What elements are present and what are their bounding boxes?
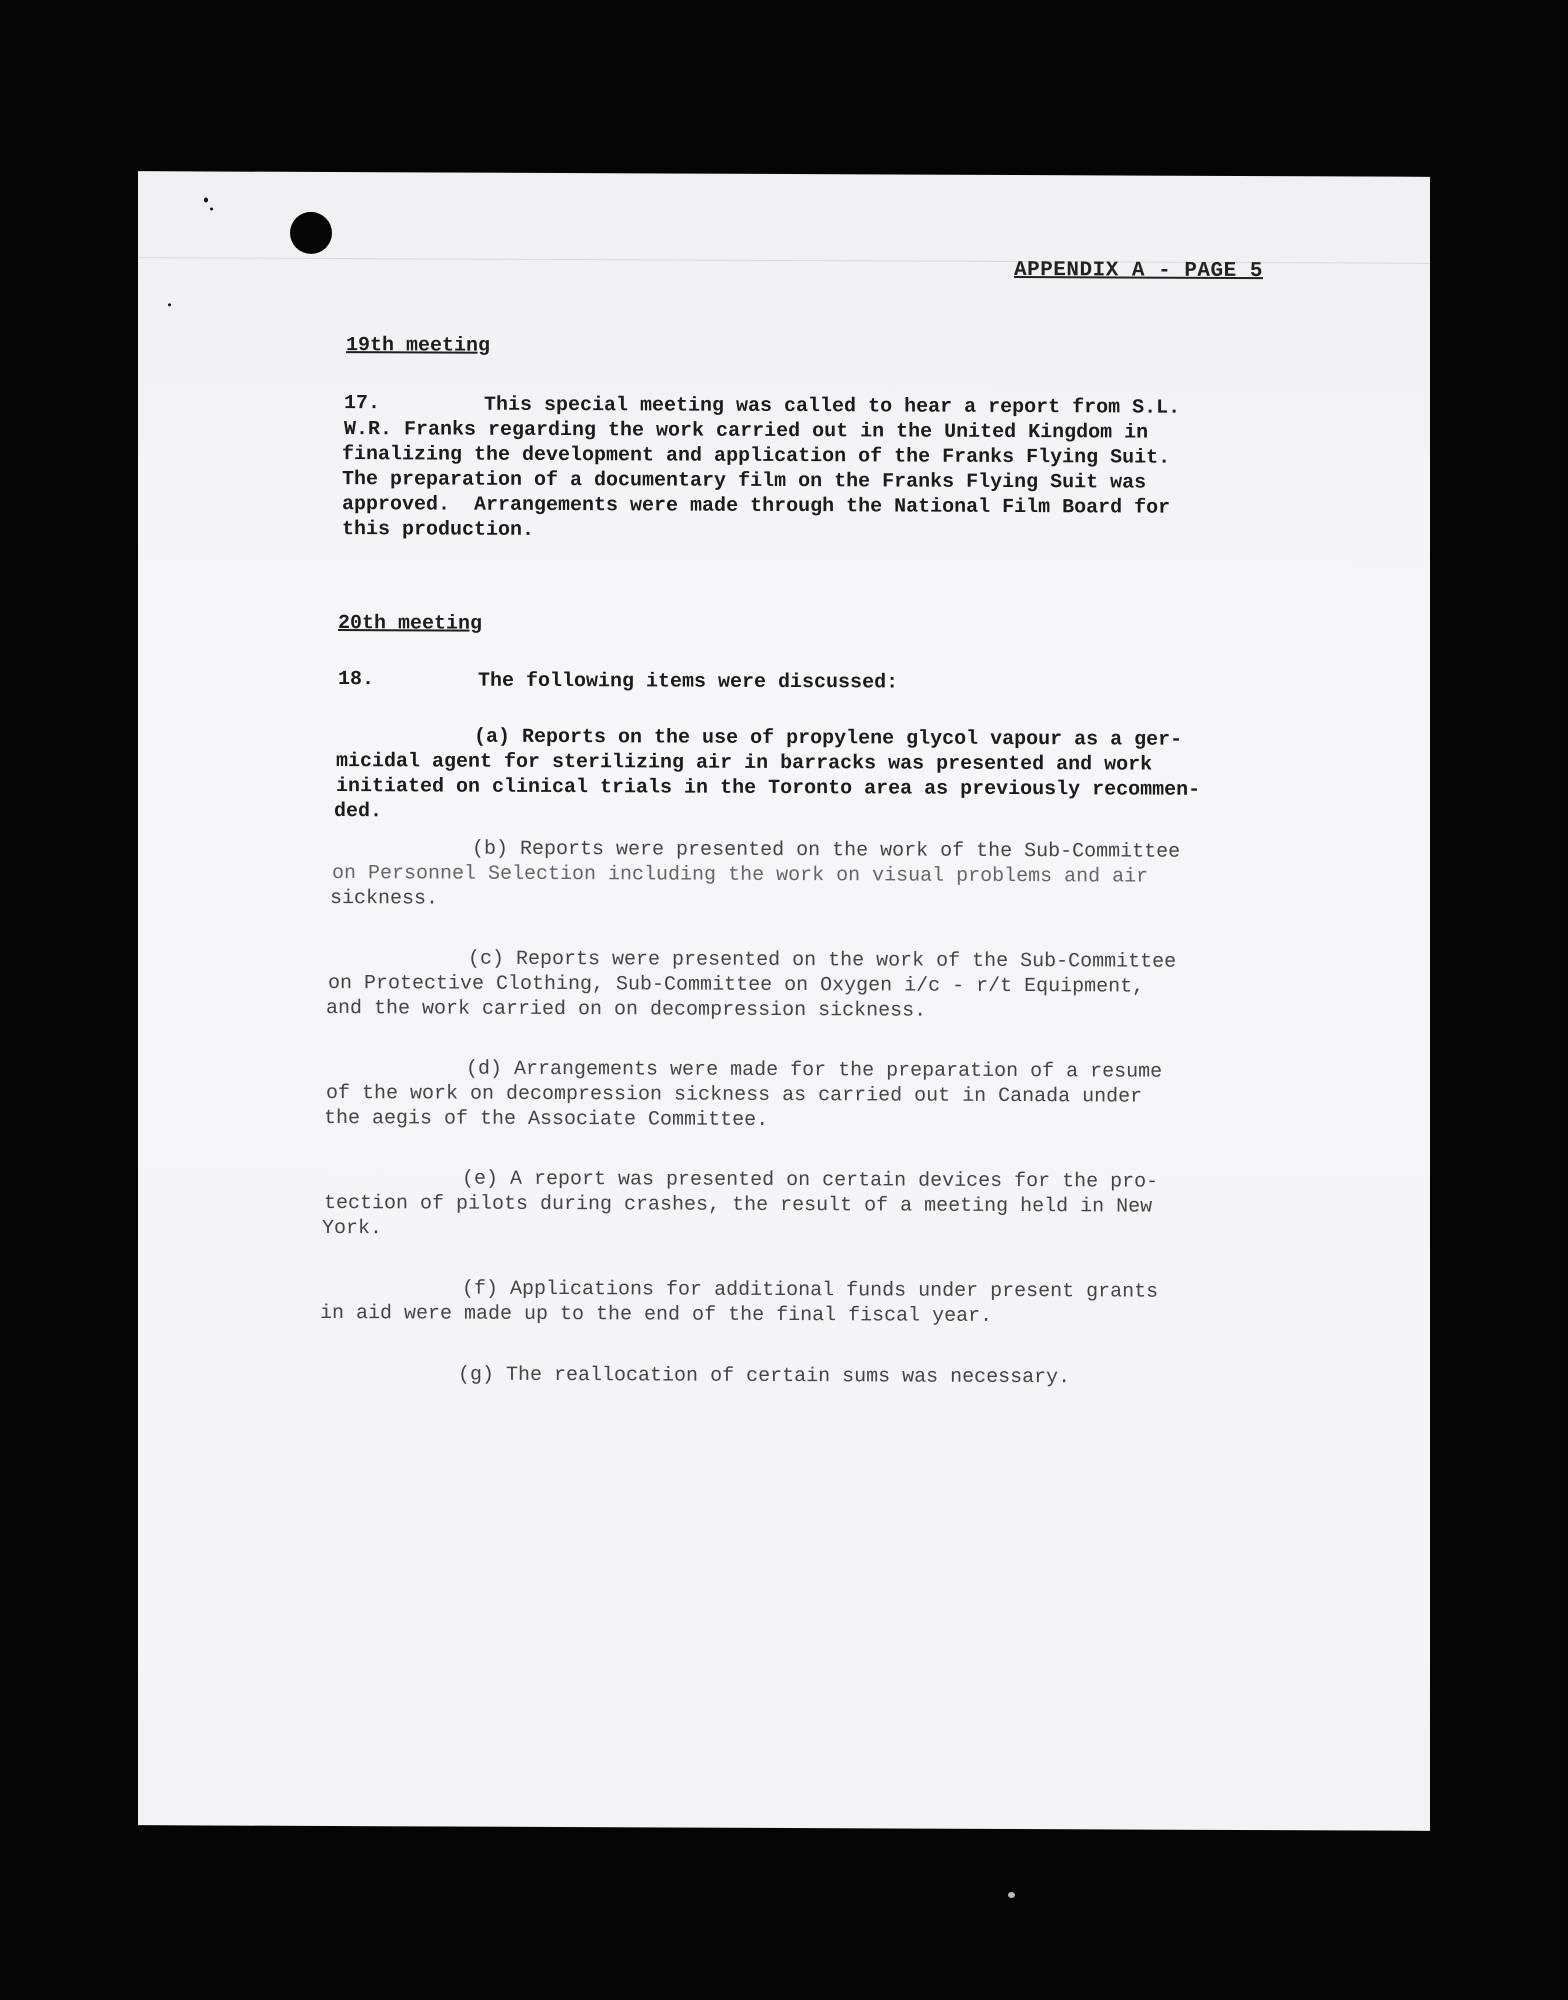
speck <box>210 207 213 210</box>
item-c-line-2: on Protective Clothing, Sub-Committee on Oxygen i/c - r/t Equipment, <box>328 972 1145 999</box>
meeting-20-heading: 20th meeting <box>338 612 483 636</box>
item-a-line-1 <box>474 725 1182 753</box>
item-f-text: Applications for additional funds under present grants <box>510 1277 1159 1304</box>
item-d-line-3: the aegis of the Associate Committee. <box>324 1106 769 1132</box>
item-d-text: Arrangements were made for the preparation of a resume <box>514 1057 1163 1084</box>
item-b-label: (b) <box>472 837 509 861</box>
item-f-line-1 <box>462 1277 1158 1305</box>
item-e-line-2: tection of pilots during crashes, the result of a meeting held in New <box>324 1191 1153 1219</box>
item-b-line-1 <box>472 837 1180 865</box>
meeting-19-heading: 19th meeting <box>346 334 491 358</box>
paragraph-number-17: 17. <box>344 392 381 416</box>
item-c-label: (c) <box>468 947 505 971</box>
item-g-label: (g) <box>458 1363 495 1387</box>
speck <box>204 197 208 202</box>
speck <box>168 303 171 306</box>
item-d-line-1 <box>466 1057 1162 1085</box>
item-c-line-3: and the work carried on on decompression sickness. <box>326 997 927 1023</box>
item-b-line-2: on Personnel Selection including the work on visual problems and air <box>332 862 1149 889</box>
meeting-19-line-3: finalizing the development and application of the Franks Flying Suit. <box>342 443 1171 470</box>
appendix-page-header: APPENDIX A - PAGE 5 <box>1014 259 1263 284</box>
meeting-19-line-4: The preparation of a documentary film on the Franks Flying Suit was <box>342 468 1147 495</box>
item-d-line-2: of the work on decompression sickness as carried out in Canada under <box>326 1082 1143 1109</box>
meeting-19-line-5: approved. Arrangements were made through the National Film Board for <box>342 493 1171 520</box>
meeting-19-line-1: This special meeting was called to hear a report from S.L. <box>484 393 1181 420</box>
item-e-label: (e) <box>462 1167 499 1191</box>
item-f-label: (f) <box>462 1277 499 1301</box>
item-c-text: Reports were presented on the work of the Sub-Committee <box>516 947 1177 974</box>
paragraph-number-18: 18. <box>338 668 375 692</box>
item-a-line-3: initiated on clinical trials in the Toronto area as previously recommen- <box>336 775 1201 802</box>
item-g-line-1 <box>458 1363 1070 1391</box>
item-a-text: Reports on the use of propylene glycol vapour as a ger- <box>522 725 1183 752</box>
item-d-label: (d) <box>466 1057 503 1081</box>
document-page <box>138 171 1430 1831</box>
film-speck <box>1008 1892 1015 1898</box>
item-e-line-3: York. <box>322 1216 383 1241</box>
meeting-20-intro: The following items were discussed: <box>478 669 899 695</box>
item-a-line-4: ded. <box>334 800 383 824</box>
item-a-line-2: micidal agent for sterilizing air in barracks was presented and work <box>336 750 1153 777</box>
meeting-19-line-6: this production. <box>342 518 535 542</box>
punch-hole <box>290 212 332 254</box>
item-e-line-1 <box>462 1167 1158 1195</box>
meeting-19-line-2: W.R. Franks regarding the work carried out in the United Kingdom in <box>344 418 1149 445</box>
item-a-label: (a) <box>474 725 511 749</box>
item-e-text: A report was presented on certain devices for the pro- <box>510 1167 1159 1194</box>
item-f-line-2: in aid were made up to the end of the final fiscal year. <box>320 1301 993 1328</box>
item-b-text: Reports were presented on the work of the Sub-Committee <box>520 837 1181 864</box>
item-c-line-1 <box>468 947 1176 975</box>
item-g-text: The reallocation of certain sums was necessary. <box>506 1363 1071 1390</box>
item-b-line-3: sickness. <box>330 887 439 911</box>
